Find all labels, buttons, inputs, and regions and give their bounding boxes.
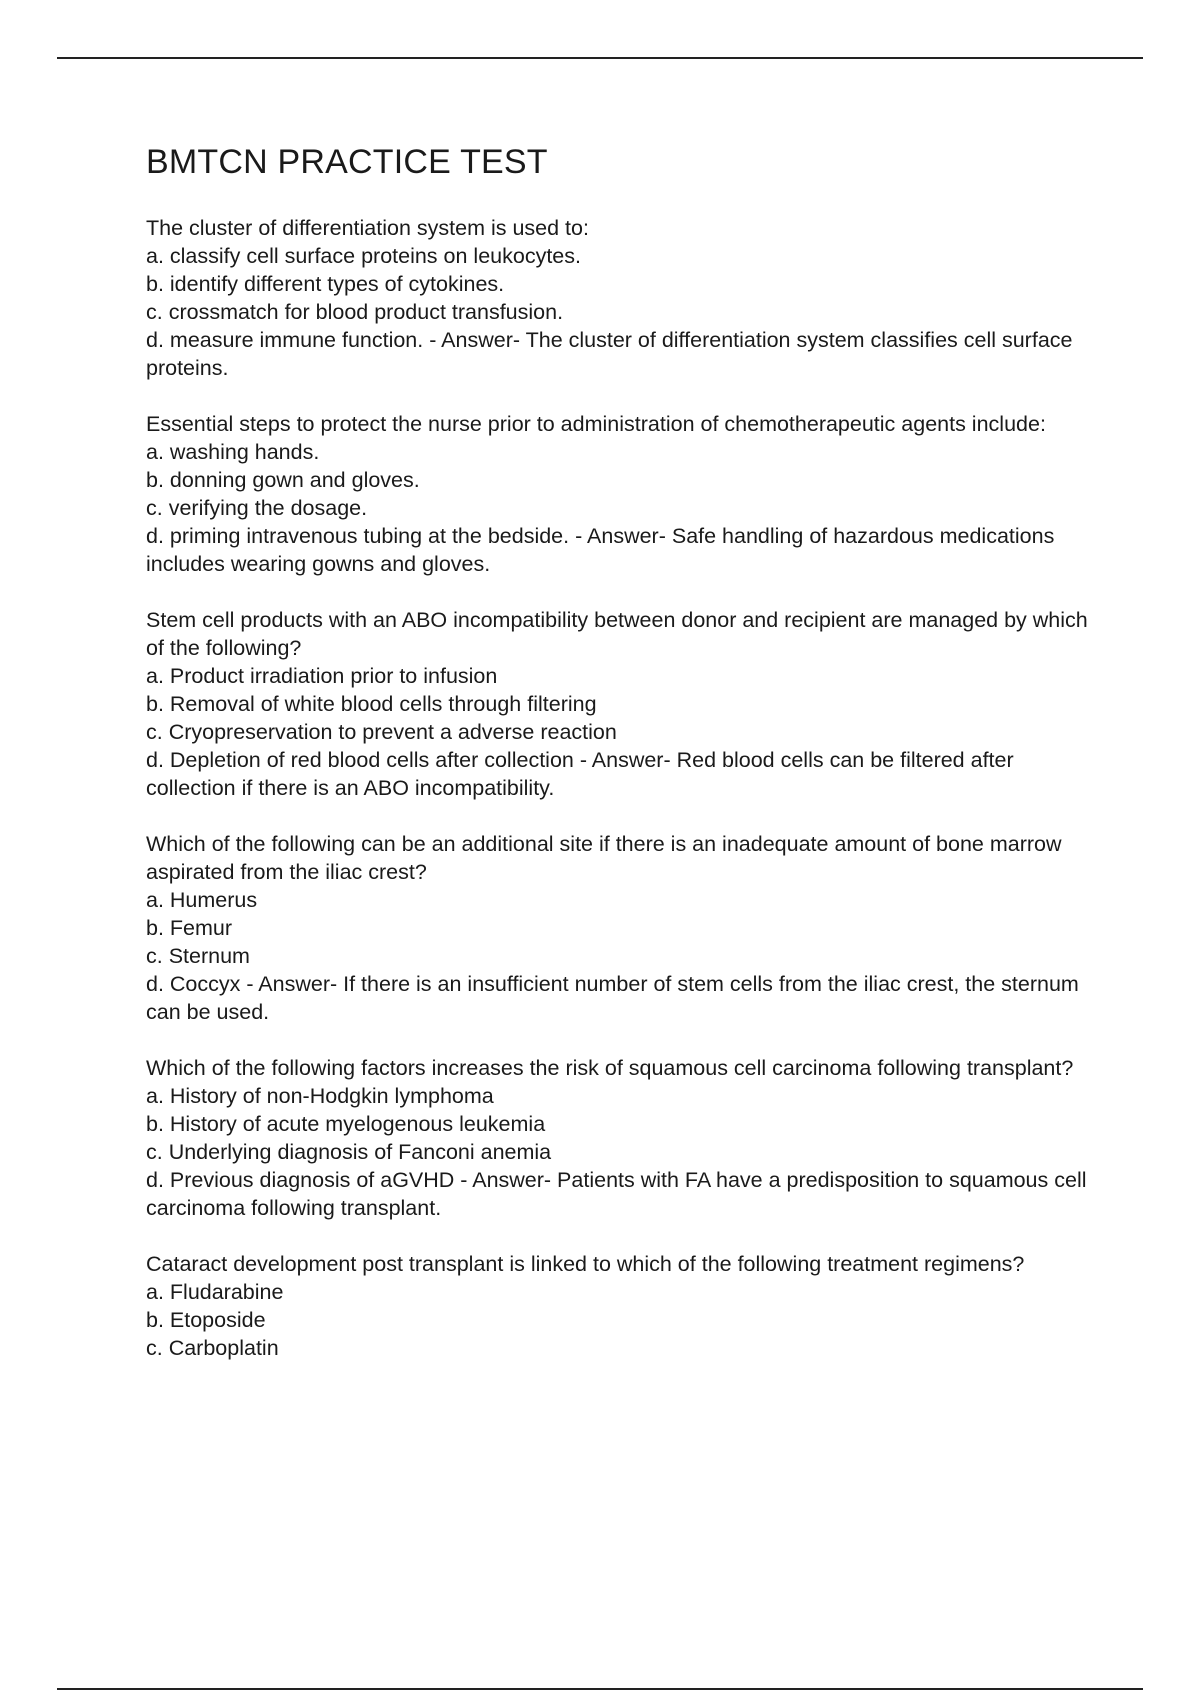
question-option-with-answer: d. Coccyx - Answer- If there is an insufficient number of stem cells from the iliac crest, the sternum can be used. <box>146 972 1079 1024</box>
question-option: b. Etoposide <box>146 1308 266 1332</box>
question-4 <box>146 830 1106 1026</box>
question-option: a. History of non-Hodgkin lymphoma <box>146 1084 494 1108</box>
question-stem: Which of the following factors increases the risk of squamous cell carcinoma following transplant? <box>146 1056 1074 1080</box>
page-title: BMTCN PRACTICE TEST <box>146 143 548 181</box>
question-option: b. History of acute myelogenous leukemia <box>146 1112 546 1136</box>
question-option-with-answer: d. measure immune function. - Answer- The cluster of differentiation system classifies cell surface proteins. <box>146 328 1073 380</box>
question-1 <box>146 214 1106 382</box>
question-3 <box>146 606 1106 802</box>
question-option: c. verifying the dosage. <box>146 496 368 520</box>
question-stem: Which of the following can be an additional site if there is an inadequate amount of bone marrow aspirated from the iliac crest? <box>146 832 1062 884</box>
question-option-with-answer: d. priming intravenous tubing at the bedside. - Answer- Safe handling of hazardous medications includes wearing gowns and gloves. <box>146 524 1055 576</box>
question-option: a. Humerus <box>146 888 258 912</box>
question-5 <box>146 1054 1106 1222</box>
question-option: b. donning gown and gloves. <box>146 468 420 492</box>
question-option: b. Femur <box>146 916 233 940</box>
question-option: b. identify different types of cytokines. <box>146 272 505 296</box>
top-divider <box>57 57 1143 59</box>
bottom-divider <box>57 1688 1143 1690</box>
question-stem: Cataract development post transplant is linked to which of the following treatment regimens? <box>146 1252 1025 1276</box>
question-2 <box>146 410 1106 578</box>
question-option: a. classify cell surface proteins on leukocytes. <box>146 244 581 268</box>
question-option: c. Cryopreservation to prevent a adverse reaction <box>146 720 617 744</box>
question-option: c. crossmatch for blood product transfusion. <box>146 300 564 324</box>
question-option-with-answer: d. Depletion of red blood cells after collection - Answer- Red blood cells can be filtered after collection if there is an ABO incompatibility. <box>146 748 1014 800</box>
question-option: c. Carboplatin <box>146 1336 279 1360</box>
question-option-with-answer: d. Previous diagnosis of aGVHD - Answer- Patients with FA have a predisposition to squamous cell carcinoma following transplant. <box>146 1168 1087 1220</box>
question-stem: The cluster of differentiation system is used to: <box>146 216 589 240</box>
question-option: c. Underlying diagnosis of Fanconi anemia <box>146 1140 552 1164</box>
question-option: a. washing hands. <box>146 440 320 464</box>
document-body <box>146 140 1106 1390</box>
question-option: c. Sternum <box>146 944 250 968</box>
question-option: a. Product irradiation prior to infusion <box>146 664 498 688</box>
question-option: b. Removal of white blood cells through filtering <box>146 692 597 716</box>
question-6 <box>146 1250 1106 1362</box>
question-stem: Essential steps to protect the nurse prior to administration of chemotherapeutic agents include: <box>146 412 1046 436</box>
question-option: a. Fludarabine <box>146 1280 284 1304</box>
question-stem: Stem cell products with an ABO incompatibility between donor and recipient are managed by which of the following? <box>146 608 1088 660</box>
